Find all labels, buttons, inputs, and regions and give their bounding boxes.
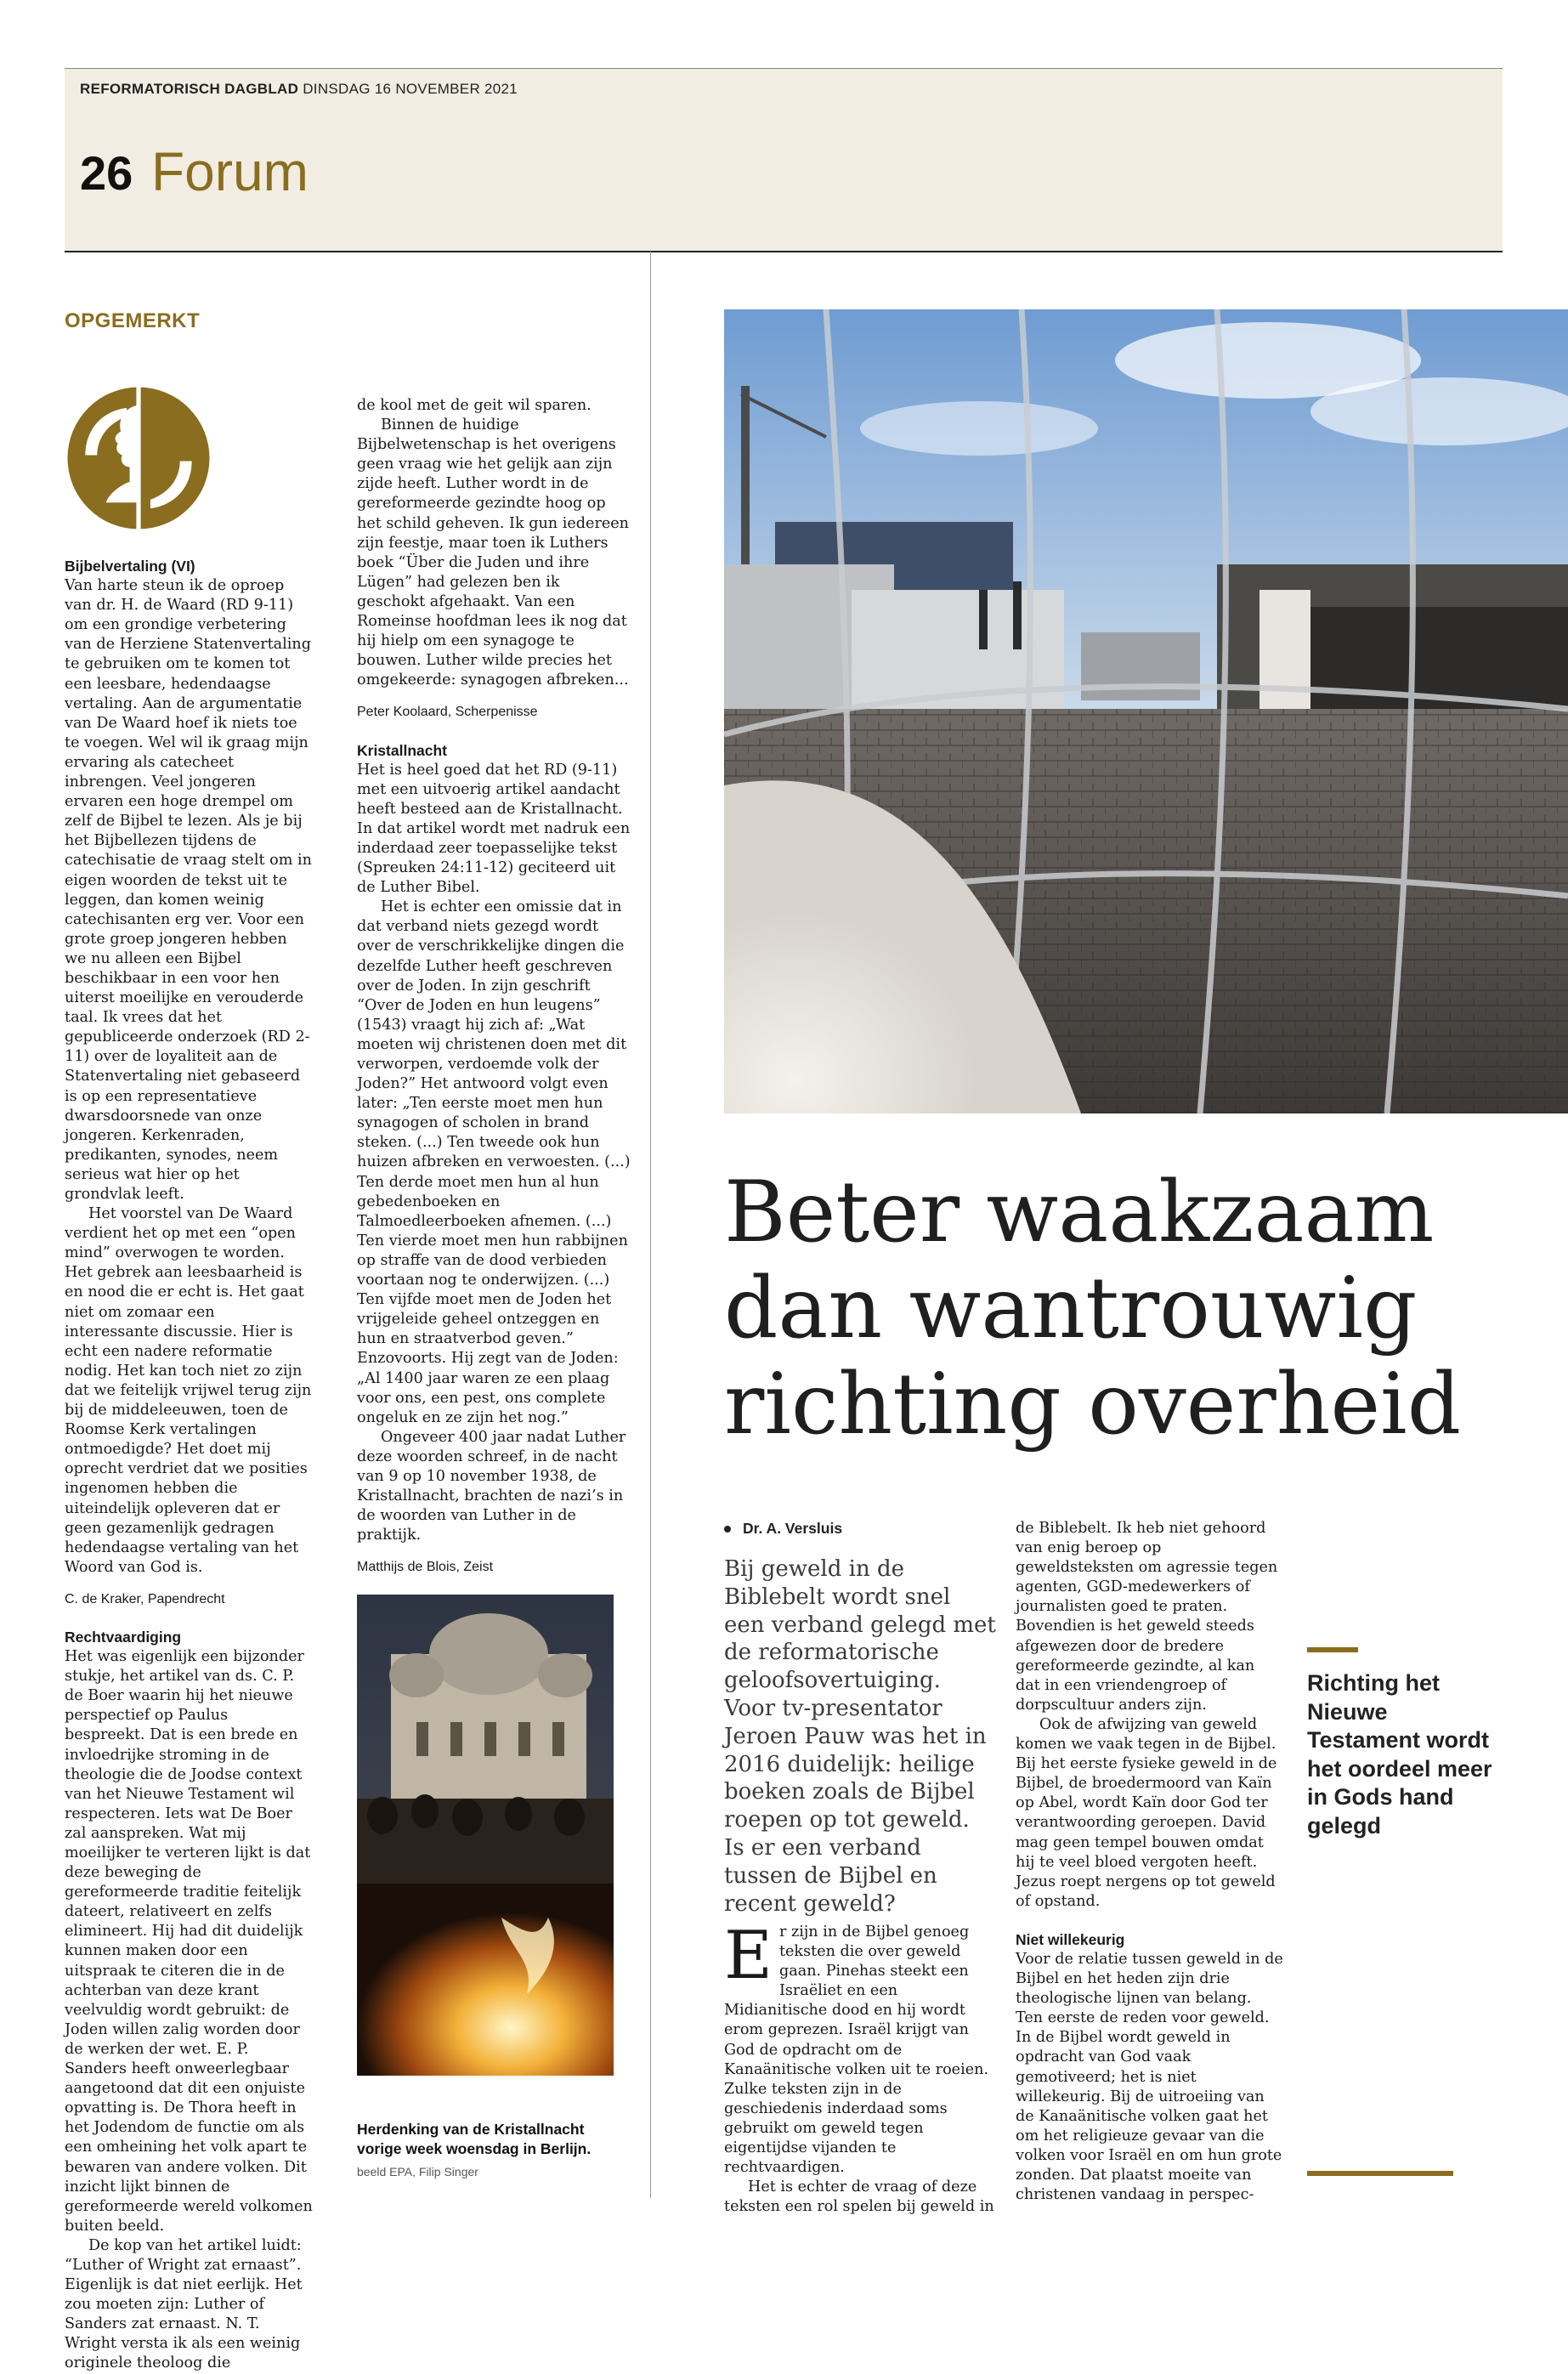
- photo-credit: beeld EPA, Filip Singer: [357, 2165, 478, 2179]
- page-number: 26: [80, 146, 133, 200]
- article-paragraph: Ook de afwijzing van geweld komen we vaak tegen in de Bijbel. Bij het eerste fysieke geweld in de Bijbel, de broedermoord van Kaïn op Abel, wordt Kaïn door God ter verantwoording geroepen. David mag geen tempel bouwen omdat hij te veel bloed vergoten heeft. Jezus roept nergens op tot geweld of opstand.: [1016, 1715, 1277, 1910]
- section-title: Forum: [151, 141, 309, 202]
- column-end-rule: [1307, 2171, 1453, 2176]
- article-paragraph: [724, 1918, 994, 2178]
- letter-paragraph: Het is echter een omissie dat in dat verband niets gezegd wordt over de verschrikkelijke dingen die dezelfde Luther heeft geschreven over de Joden. In zijn geschrift “Over de Joden en hun leugens” (1543) vraagt hij zich af: „Wat moeten wij christenen doen met dit verworpen, verdoemde volk der Joden?” Het antwoord volgt even later: „Ten eerste moet men hun synagogen of scholen in brand steken. (...) Ten tweede ook hun huizen afbreken en verwoesten. (...) Ten derde moet men hun al hun gebedenboeken en Talmoedleerboeken afnemen. (...) Ten vierde moet men hun rabbijnen op straffe van de dood verbieden voortaan nog te onderwijzen. (...) Ten vijfde moet men de Joden het vrijgeleide geheel ontzeggen en hun en straatverbod geven.” Enzovoorts. Hij zegt van de Joden: „Al 1400 jaar waren ze een plaag voor ons, een pest, ons complete ongeluk en ze zijn het nog.”: [357, 898, 631, 1426]
- letter-paragraph: Het was eigenlijk een bijzonder stukje, het artikel van ds. C. P. de Boer waarin hij het nieuwe perspectief op Paulus bespreekt. Dat is een brede en invloedrijke stroming in de theologie die de Joodse context van het Nieuwe Testament wil respecteren. Iets wat De Boer zal aanspreken. Wat mij moeilijker te verteren lijkt is dat deze beweging de gereformeerde traditie feitelijk dateert, relativeert en zelfs elimineert. Hij had dit duidelijk kunnen maken door een uitspraak te citeren die in de achterban van deze krant veelvuldig wordt gebruikt: de Joden willen zalig worden door de werken der wet. E. P. Sanders heeft onweerlegbaar aangetoond dat dit een onjuiste opvatting is. De Thora heeft in het Jodendom de functie om als een omheining het volk apart te bewaren van andere volken. Dit inzicht lijkt binnen de gereformeerde wereld volkomen buiten beeld.: [65, 1648, 313, 2235]
- page-header: [65, 68, 1503, 252]
- letter-paragraph: de kool met de geit wil sparen.: [357, 397, 592, 414]
- opgemerkt-kicker: OPGEMERKT: [65, 309, 201, 332]
- article-byline: [724, 1520, 842, 1538]
- article-paragraph: Voor de relatie tussen geweld in de Bijbel en het heden zijn drie theologische lijnen van belang. Ten eerste de reden voor geweld. In de Bijbel wordt geweld in opdracht van God vaak gemotiveerd; het is niet willekeurig. Bij de uitroeiing van de Kanaänitische volken gaat het om het religieuze gevaar van die volken voor Israël en om hun grote zonden. Dat plaatst moeite van christenen vandaag in perspec-: [1016, 1950, 1283, 2204]
- masthead: [80, 81, 518, 98]
- author-name: Dr. A. Versluis: [743, 1520, 843, 1537]
- drop-cap: E: [724, 1918, 773, 1994]
- main-photo: [724, 309, 1568, 1113]
- photo-caption: Herdenking van de Kristallnacht vorige week woensdag in Berlijn.: [357, 2121, 592, 2157]
- letter-title: Kristallnacht: [357, 741, 447, 759]
- article-intro: Bij geweld in de Biblebelt wordt snel een verband gelegd met de reformatorische geloofsovertuiging. Voor tv-presentator Jeroen Pauw was het in 2016 duidelijk: heilige boeken zoals de Bijbel roepen op tot geweld. Is er een verband tussen de Bijbel en recent geweld?: [724, 1556, 996, 1917]
- article-subhead: Niet willekeurig: [1016, 1930, 1125, 1948]
- column-divider: [650, 252, 651, 2198]
- letters-column-1: [65, 557, 313, 2374]
- letter-paragraph: Het is heel goed dat het RD (9-11) met een uitvoerig artikel aandacht heeft besteed aan de Kristallnacht. In dat artikel wordt met nadruk een inderdaad zeer toepasselijke tekst (Spreuken 24:11-12) geciteerd uit de Luther Bibel.: [357, 761, 631, 897]
- pull-quote-rule: [1307, 1647, 1358, 1652]
- letter-title: Rechtvaardiging: [65, 1628, 182, 1646]
- letter-signature: C. de Kraker, Papendrecht: [65, 1591, 225, 1606]
- letters-column-2: [357, 396, 631, 1580]
- article-paragraph: de Biblebelt. Ik heb niet gehoord van enig beroep op geweldsteksten om agressie tegen agenten, GGD-medewerkers of journalisten goed te praten. Bovendien is het geweld steeds afgewezen door de bredere gereformeerde gezindte, al kan dat in een vriendengroep of dorpscultuur anders zijn.: [1016, 1520, 1278, 1714]
- letter-paragraph: Binnen de huidige Bijbelwetenschap is het overigens geen vraag wie het gelijk aan zijn zijde heeft. Luther wordt in de gereformeerde gezindte hoog op het schild geheven. Ik gun iedereen zijn feestje, maar toen ik Luthers boek “Über die Juden und ihre Lügen” had gelezen ben ik geschokt afgehaakt. Van een Romeinse hoofdman lees ik nog dat hij hielp om een synagoge te bouwen. Luther wilde precies het omgekeerde: synagogen afbreken...: [357, 416, 630, 689]
- article-column-1: [724, 1918, 994, 2217]
- letter-signature: Peter Koolaard, Scherpenisse: [357, 705, 538, 720]
- letter-paragraph: De kop van het artikel luidt: “Luther of Wright zat ernaast”. Eigenlijk is dat niet eerlijk. Het zou moeten zijn: Luther of Sanders zat ernaast. N. T. Wright versta ik als een weinig originele theoloog die: [65, 2236, 303, 2372]
- letter-signature: Matthijs de Blois, Zeist: [357, 1560, 494, 1575]
- opgemerkt-logo-icon: [65, 384, 212, 532]
- article-headline: Beter waakzaam dan wantrouwig richting overheid: [724, 1164, 1462, 1453]
- kristallnacht-photo: [357, 1595, 614, 2076]
- letter-paragraph: Van harte steun ik de oproep van dr. H. de Waard (RD 9-11) om een grondige verbetering van de Herziene Statenvertaling te gebruiken om te komen tot een leesbare, hedendaagse vertaling. Aan de argumentatie van De Waard hoef ik niets toe te voegen. Wel wil ik graag mijn ervaring als catecheet inbrengen. Veel jongeren ervaren een hoge drempel om zelf de Bijbel te lezen. Als je bij het Bijbellezen tijdens de catechisatie de vraag stelt om in eigen woorden de tekst uit te leggen, dan komen weinig catechisanten erg ver. Voor een grote groep jongeren hebben we nu alleen een Bijbel beschikbaar in een voor hen uiterst moeilijke en verouderde taal. Ik vrees dat het gepubliceerde onderzoek (RD 2-11) over de loyaliteit aan de Statenvertaling niet gebaseerd is op een representatieve dwarsdoorsnede van onze jongeren. Kerkenraden, predikanten, synodes, neem serieus wat hier op het grondvlak leeft.: [65, 577, 312, 1203]
- pull-quote: Richting het Nieuwe Testament wordt het oordeel meer in Gods hand gelegd: [1307, 1670, 1492, 1839]
- article-column-2: [1016, 1519, 1283, 2205]
- article-paragraph-text: r zijn in de Bijbel genoeg teksten die over geweld gaan. Pinehas steekt een Israëliet en een Midianitische dood en hij wordt erom geprezen. Israël krijgt van God de opdracht om de Kanaänitische volken uit te roeien. Zulke teksten zijn in de geschiedenis inderdaad soms gebruikt om geweld tegen eigentijdse vijanden te rechtvaardigen.: [724, 1924, 989, 2177]
- byline-bullet-icon: [724, 1526, 731, 1533]
- masthead-paper: REFORMATORISCH DAGBLAD: [80, 81, 299, 97]
- letter-title: Bijbelvertaling (VI): [65, 558, 195, 575]
- letter-paragraph: Ongeveer 400 jaar nadat Luther deze woorden schreef, in de nacht van 9 op 10 november 1938, de Kristallnacht, brachten de nazi’s in de woorden van Luther in de praktijk.: [357, 1428, 626, 1544]
- letter-paragraph: Het voorstel van De Waard verdient het op met een “open mind” overwogen te worden. Het gebrek aan leesbaarheid is en nood die er echt is. Het gaat niet om zomaar een interessante discussie. Hier is echt een nadere reformatie nodig. Het kan toch niet zo zijn dat we feitelijk vrijwel terug zijn bij de middeleeuwen, toen de Roomse Kerk vertalingen ontmoedigde? Het doet mij oprecht verdriet dat we posities ingenomen hebben die uiteindelijk opleveren dat er geen gezamenlijk gedragen hedendaagse vertaling van het Woord van God is.: [65, 1205, 312, 1576]
- article-paragraph: Het is echter de vraag of deze teksten een rol spelen bij geweld in: [724, 2179, 994, 2216]
- masthead-date: DINSDAG 16 NOVEMBER 2021: [303, 81, 518, 97]
